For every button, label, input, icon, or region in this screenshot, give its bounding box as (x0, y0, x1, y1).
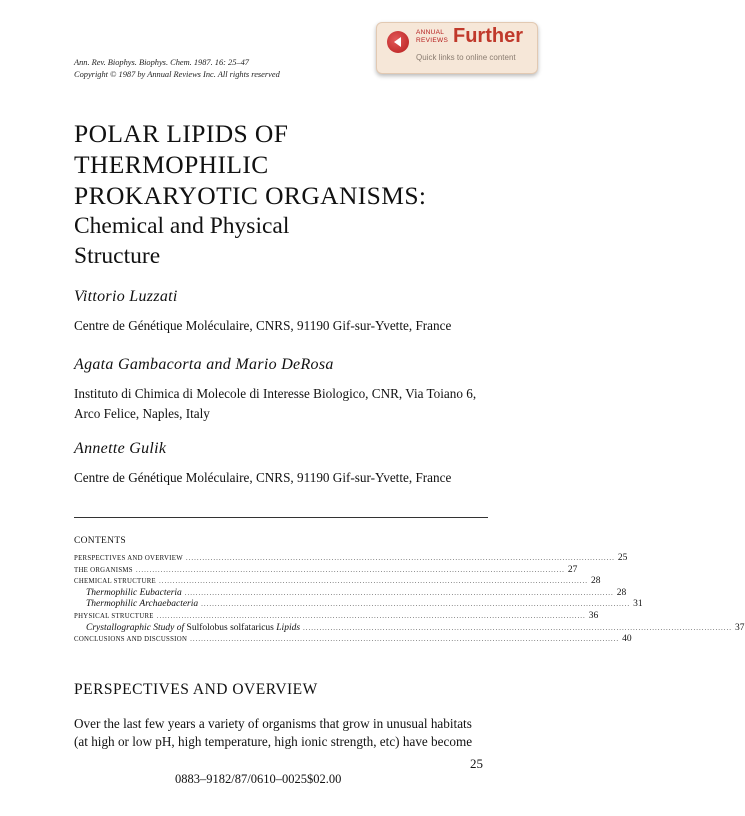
title-line-2: THERMOPHILIC (74, 150, 269, 179)
title-line-4: Chemical and Physical (74, 213, 290, 239)
toc-label-part: Crystallographic Study of (86, 622, 187, 633)
author-name: Vittorio Luzzati (74, 288, 178, 305)
toc-leader: ............................................................................................................................................................ (303, 623, 733, 632)
article-title-lower (74, 211, 289, 271)
toc-label: Thermophilic Archaebacteria (86, 599, 199, 610)
play-back-icon (387, 31, 409, 53)
toc-label: CHEMICAL STRUCTURE (74, 578, 156, 586)
toc-label (74, 623, 300, 633)
toc-page: 25 (617, 553, 628, 563)
further-badge[interactable] (376, 22, 538, 74)
toc-label-part: Lipids (273, 622, 301, 633)
toc-entry[interactable] (74, 587, 627, 600)
toc-page: 28 (591, 576, 601, 587)
toc-label: THE ORGANISMS (74, 566, 133, 574)
toc-leader: ............................................................................................................................................................ (185, 554, 615, 562)
toc-leader: ............................................................................................................................................................ (159, 577, 588, 586)
toc-label-species: Sulfolobus solfataricus (186, 622, 274, 633)
toc-page: 27 (567, 564, 578, 575)
table-of-contents (74, 553, 745, 646)
toc-label: PHYSICAL STRUCTURE (74, 612, 154, 620)
toc-entry[interactable] (74, 553, 628, 565)
toc-leader: ............................................................................................................................................................ (156, 611, 586, 620)
title-line-1: POLAR LIPIDS OF (74, 119, 289, 148)
toc-entry[interactable] (74, 610, 599, 623)
body-line: (at high or low pH, high temperature, high ionic strength, etc) have become (74, 734, 473, 749)
author-affiliation: Centre de Génétique Moléculaire, CNRS, 91190 Gif-sur-Yvette, France (74, 318, 452, 333)
toc-entry[interactable] (74, 564, 578, 577)
journal-citation (74, 57, 280, 81)
toc-page: 28 (616, 587, 627, 598)
title-line-3: PROKARYOTIC ORGANISMS: (74, 181, 427, 210)
author-name: Annette Gulik (74, 440, 167, 457)
body-paragraph (74, 715, 490, 751)
article-title-upper (74, 118, 426, 211)
toc-page: 31 (633, 599, 643, 610)
toc-leader: ............................................................................................................................................................ (184, 588, 614, 597)
toc-leader: ............................................................................................................................................................ (190, 635, 620, 644)
contents-heading: CONTENTS (74, 536, 127, 546)
page-number: 25 (470, 756, 483, 771)
toc-entry[interactable] (74, 599, 643, 611)
toc-label: Thermophilic Eubacteria (86, 587, 182, 598)
toc-leader: ............................................................................................................................................................ (201, 600, 631, 609)
section-heading: PERSPECTIVES AND OVERVIEW (74, 681, 318, 698)
toc-entry[interactable] (74, 576, 601, 588)
annual-reviews-brand (416, 29, 448, 44)
further-label: Further (453, 25, 523, 47)
contents-divider (74, 517, 488, 518)
toc-entry[interactable] (74, 634, 632, 646)
toc-page: 36 (588, 610, 599, 621)
toc-label: PERSPECTIVES AND OVERVIEW (74, 555, 183, 562)
further-tagline: Quick links to online content (416, 53, 516, 62)
toc-label: CONCLUSIONS AND DISCUSSION (74, 636, 188, 644)
body-line: Over the last few years a variety of organisms that grow in unusual habitats (74, 716, 472, 731)
brand-line-2: REVIEWS (416, 36, 449, 44)
title-line-5: Structure (74, 243, 161, 269)
author-affiliation: Instituto di Chimica di Molecole di Interesse Biologico, CNR, Via Toiano 6, Arco Felice, Naples, Italy (74, 386, 477, 421)
brand-line-1: ANNUAL (416, 29, 445, 36)
toc-leader: ............................................................................................................................................................ (135, 565, 565, 574)
toc-page: 40 (622, 634, 632, 645)
citation-line-1: Ann. Rev. Biophys. Biophys. Chem. 1987. 16: 25–47 (74, 58, 249, 67)
citation-line-2: Copyright © 1987 by Annual Reviews Inc. All rights reserved (74, 70, 280, 79)
toc-page: 37 (735, 622, 745, 633)
author-name: Agata Gambacorta and Mario DeRosa (74, 356, 334, 373)
author-affiliation: Centre de Génétique Moléculaire, CNRS, 91190 Gif-sur-Yvette, France (74, 470, 452, 485)
toc-entry[interactable] (74, 622, 745, 635)
footer-code: 0883–9182/87/0610–0025$02.00 (175, 772, 342, 786)
